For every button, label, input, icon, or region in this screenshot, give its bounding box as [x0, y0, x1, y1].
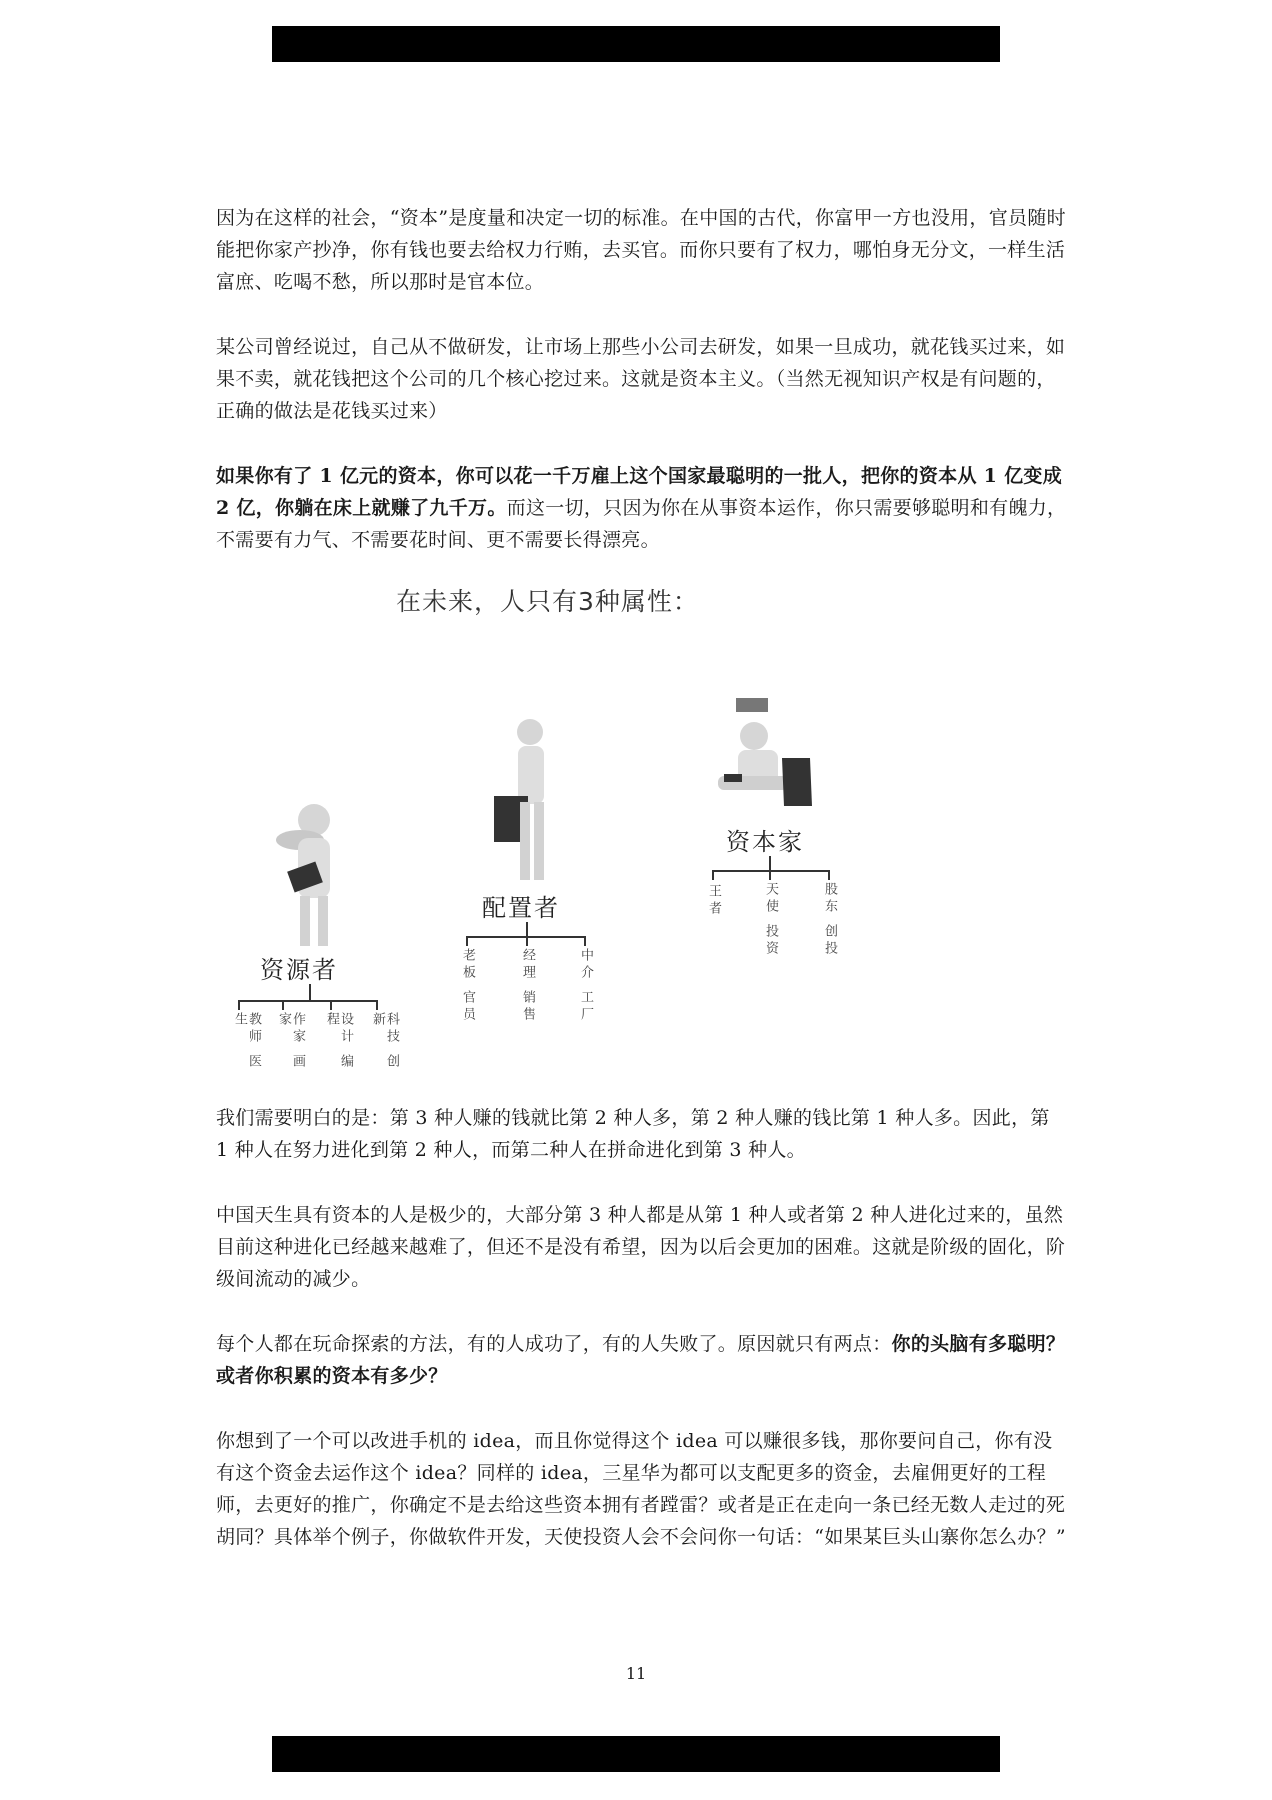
resource-item: 设计 编程 [324, 1012, 353, 1072]
tree-line [584, 936, 586, 946]
resource-person-icon [260, 800, 360, 950]
three-types-figure [216, 572, 1068, 1088]
tree-line [712, 870, 830, 872]
capitalist-group-label: 资本家 [726, 828, 804, 856]
allocator-item: 中介 工厂 [578, 948, 593, 1025]
paragraph-6 [216, 1328, 1068, 1392]
resource-group-label: 资源者 [260, 956, 338, 984]
tree-line [376, 1000, 378, 1010]
tree-line [309, 984, 311, 1000]
capitalist-item: 天使 投资 [763, 882, 778, 959]
tree-line [769, 870, 771, 880]
tree-line [330, 1000, 332, 1010]
paragraph-7: 你想到了一个可以改进手机的 idea，而且你觉得这个 idea 可以赚很多钱，那你要问自己，你有没有这个资金去运作这个 idea？同样的 idea，三星华为都可以支配更多的资金，去雇佣更好的工程师，去更好的推广，你确定不是去给这些资本拥有者蹚雷？或者是正在走向一条已经无数人走过的死胡同？具体举个例子，你做软件开发，天使投资人会不会问你一句话：“如果某巨头山寨你怎么办？” [216, 1430, 1066, 1548]
text-bottom [216, 1102, 1068, 1553]
tree-line [238, 1000, 378, 1002]
paragraph-6-start: 每个人都在玩命探索的方法，有的人成功了，有的人失败了。原因就只有两点： [216, 1333, 892, 1355]
tree-line [828, 870, 830, 880]
allocator-group-label: 配置者 [482, 894, 560, 922]
paragraph-3-bold: 如果你有了 1 亿元的资本，你可以花一千万雇上这个国家最聪明的一批人，把你的资本从 1 亿变成 2 亿，你躺在床上就赚了九千万。 [216, 465, 1063, 519]
tree-line [282, 1000, 284, 1010]
capitalist-item: 王者 [706, 884, 721, 918]
bottom-redaction-bar [272, 1736, 1000, 1772]
allocator-item: 老板 官员 [460, 948, 475, 1025]
paragraph-1: 因为在这样的社会，“资本”是度量和决定一切的标准。在中国的古代，你富甲一方也没用，官员随时能把你家产抄净，你有钱也要去给权力行贿，去买官。而你只要有了权力，哪怕身无分文，一样生活富庶、吃喝不愁，所以那时是官本位。 [216, 207, 1066, 293]
resource-item: 作家 画家 [276, 1012, 305, 1072]
paragraph-2: 某公司曾经说过，自己从不做研发，让市场上那些小公司去研发，如果一旦成功，就花钱买过来，如果不卖，就花钱把这个公司的几个核心挖过来。这就是资本主义。（当然无视知识产权是有问题的，正确的做法是花钱买过来） [216, 336, 1066, 422]
top-redaction-bar [272, 26, 1000, 62]
text-top [216, 202, 1068, 556]
allocator-person-icon [484, 716, 574, 886]
tree-line [712, 870, 714, 880]
paragraph-3 [216, 460, 1068, 556]
tree-line [769, 856, 771, 870]
tree-line [466, 936, 468, 946]
paragraph-4: 我们需要明白的是：第 3 种人赚的钱就比第 2 种人多，第 2 种人赚的钱比第 1 种人多。因此，第 1 种人在努力进化到第 2 种人，而第二种人在拼命进化到第 3 种人。 [216, 1107, 1050, 1161]
allocator-item: 经理 销售 [520, 948, 535, 1025]
tree-line [238, 1000, 240, 1010]
tree-line [526, 936, 528, 946]
paragraph-5: 中国天生具有资本的人是极少的，大部分第 3 种人都是从第 1 种人或者第 2 种人进化过来的，虽然目前这种进化已经越来越难了，但还不是没有希望，因为以后会更加的困难。这就是阶级的固化，阶级间流动的减少。 [216, 1204, 1066, 1290]
paragraph-3-rest: 而这一切，只因为你在从事资本运作，你只需要够聪明和有魄力，不需要有力气、不需要花时间、更不需要长得漂亮。 [216, 497, 1067, 551]
capitalist-item: 股东 创投 [822, 882, 837, 959]
resource-item: 科技 创新 [370, 1012, 399, 1072]
figure-title: 在未来，人只有3种属性： [396, 587, 699, 616]
tree-line [526, 922, 528, 936]
resource-item: 教师 医生 [232, 1012, 261, 1072]
page-number: 11 [625, 1664, 647, 1683]
capitalist-person-icon [714, 696, 824, 816]
paragraph-6-bold: 你的头脑有多聪明？或者你积累的资本有多少？ [216, 1333, 1066, 1387]
